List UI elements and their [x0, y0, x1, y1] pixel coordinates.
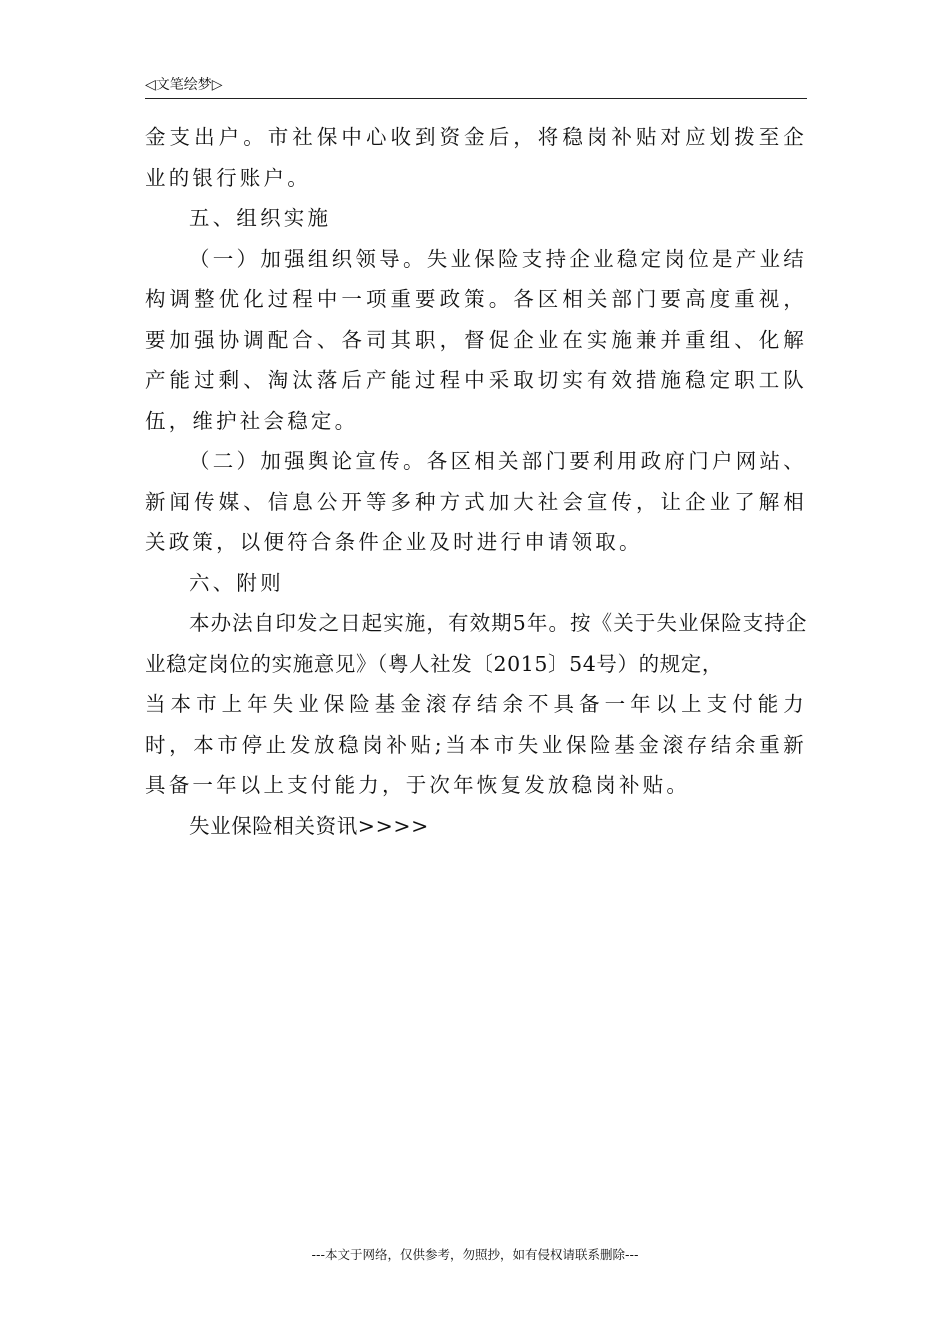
page-header — [145, 76, 807, 99]
section-heading-implementation: 五、组织实施 — [189, 206, 332, 230]
related-info-link[interactable]: 失业保险相关资讯>>>> — [189, 813, 429, 838]
paragraph-publicity: （二）加强舆论宣传。各区相关部门要利用政府门户网站、新闻传媒、信息公开等多种方式加大社会宣传，让企业了解相关政策，以便符合条件企业及时进行申请领取。 — [145, 449, 807, 554]
footer-disclaimer: ---本文于网络，仅供参考，勿照抄，如有侵权请联系删除--- — [311, 1247, 639, 1262]
section-heading-supplementary: 六、附则 — [189, 570, 284, 595]
paragraph-suspension-rule: 当本市上年失业保险基金滚存结余不具备一年以上支付能力时，本市停止发放稳岗补贴;当本市失业保险基金滚存结余重新具备一年以上支付能力，于次年恢复发放稳岗补贴。 — [145, 692, 807, 797]
paragraph-effective-date: 本办法自印发之日起实施，有效期5年。按《关于失业保险支持企业稳定岗位的实施意见》（粤人社发〔2015〕54号）的规定， — [145, 611, 807, 676]
paragraph-organization-leadership: （一）加强组织领导。失业保险支持企业稳定岗位是产业结构调整优化过程中一项重要政策。各区相关部门要高度重视，要加强协调配合、各司其职，督促企业在实施兼并重组、化解产能过剩、淘汰落后产能过程中采取切实有效措施稳定职工队伍，维护社会稳定。 — [145, 246, 807, 433]
header-title: ◁文笔绘梦▷ — [145, 77, 223, 93]
document-body — [145, 117, 807, 846]
paragraph-fund-transfer: 金支出户。市社保中心收到资金后，将稳岗补贴对应划拨至企业的银行账户。 — [145, 125, 807, 190]
